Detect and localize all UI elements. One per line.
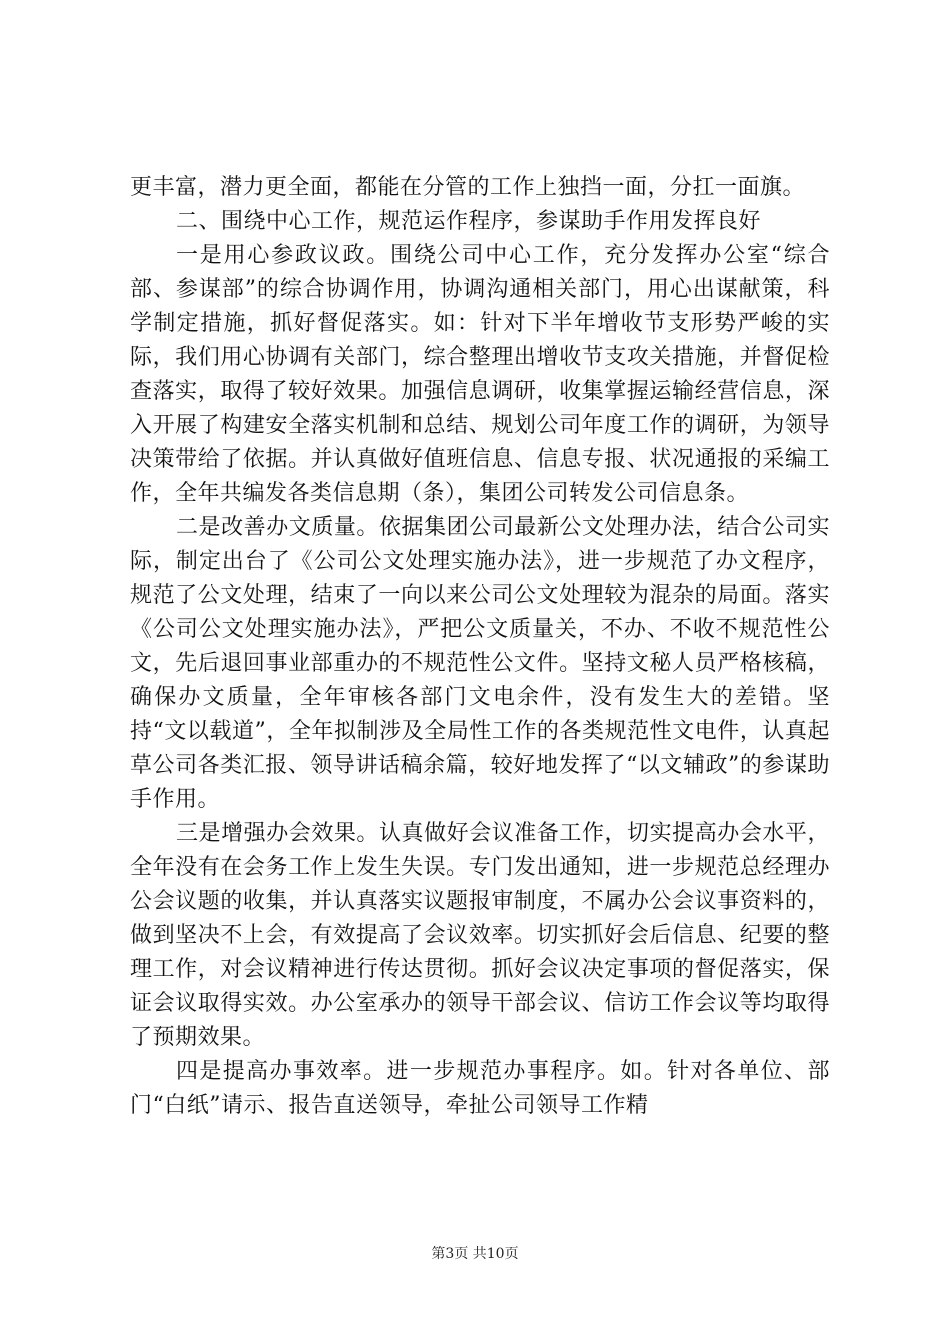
paragraph-6: 四是提高办事效率。进一步规范办事程序。如。针对各单位、部门“白纸”请示、报告直送领导，牵扯公司领导工作精: [130, 1059, 830, 1118]
paragraph-4: 二是改善办文质量。依据集团公司最新公文处理办法，结合公司实际，制定出台了《公司公文处理实施办法》，进一步规范了办文程序，规范了公文处理，结束了一向以来公司公文处理较为混杂的局面。落实《公司公文处理实施办法》，严把公文质量关，不办、不收不规范性公文，先后退回事业部重办的不规范性公文件。坚持文秘人员严格核稿，确保办文质量，全年审核各部门文电余件，没有发生大的差错。坚持“文以载道”，全年拟制涉及全局性工作的各类规范性文电件，认真起草公司各类汇报、领导讲话稿余篇，较好地发挥了“以文辅政”的参谋助手作用。: [130, 515, 830, 812]
document-body: [130, 171, 830, 1123]
page-number-footer: 第3页 共10页: [431, 1246, 519, 1262]
paragraph-1: 更丰富，潜力更全面，都能在分管的工作上独挡一面，分扛一面旗。: [130, 175, 806, 200]
section-heading-2: 二、围绕中心工作，规范运作程序，参谋助手作用发挥良好: [176, 209, 762, 234]
paragraph-5: 三是增强办会效果。认真做好会议准备工作，切实提高办会水平，全年没有在会务工作上发生失误。专门发出通知，进一步规范总经理办公会议题的收集，并认真落实议题报审制度，不属办公会议事资料的，做到坚决不上会，有效提高了会议效率。切实抓好会后信息、纪要的整理工作，对会议精神进行传达贯彻。抓好会议决定事项的督促落实，保证会议取得实效。办公室承办的领导干部会议、信访工作会议等均取得了预期效果。: [130, 821, 830, 1050]
paragraph-3: 一是用心参政议政。围绕公司中心工作，充分发挥办公室“综合部、参谋部”的综合协调作用，协调沟通相关部门，用心出谋献策，科学制定措施，抓好督促落实。如：针对下半年增收节支形势严峻的实际，我们用心协调有关部门，综合整理出增收节支攻关措施，并督促检查落实，取得了较好效果。加强信息调研，收集掌握运输经营信息，深入开展了构建安全落实机制和总结、规划公司年度工作的调研，为领导决策带给了依据。并认真做好值班信息、信息专报、状况通报的采编工作，全年共编发各类信息期（条），集团公司转发公司信息条。: [130, 243, 830, 506]
